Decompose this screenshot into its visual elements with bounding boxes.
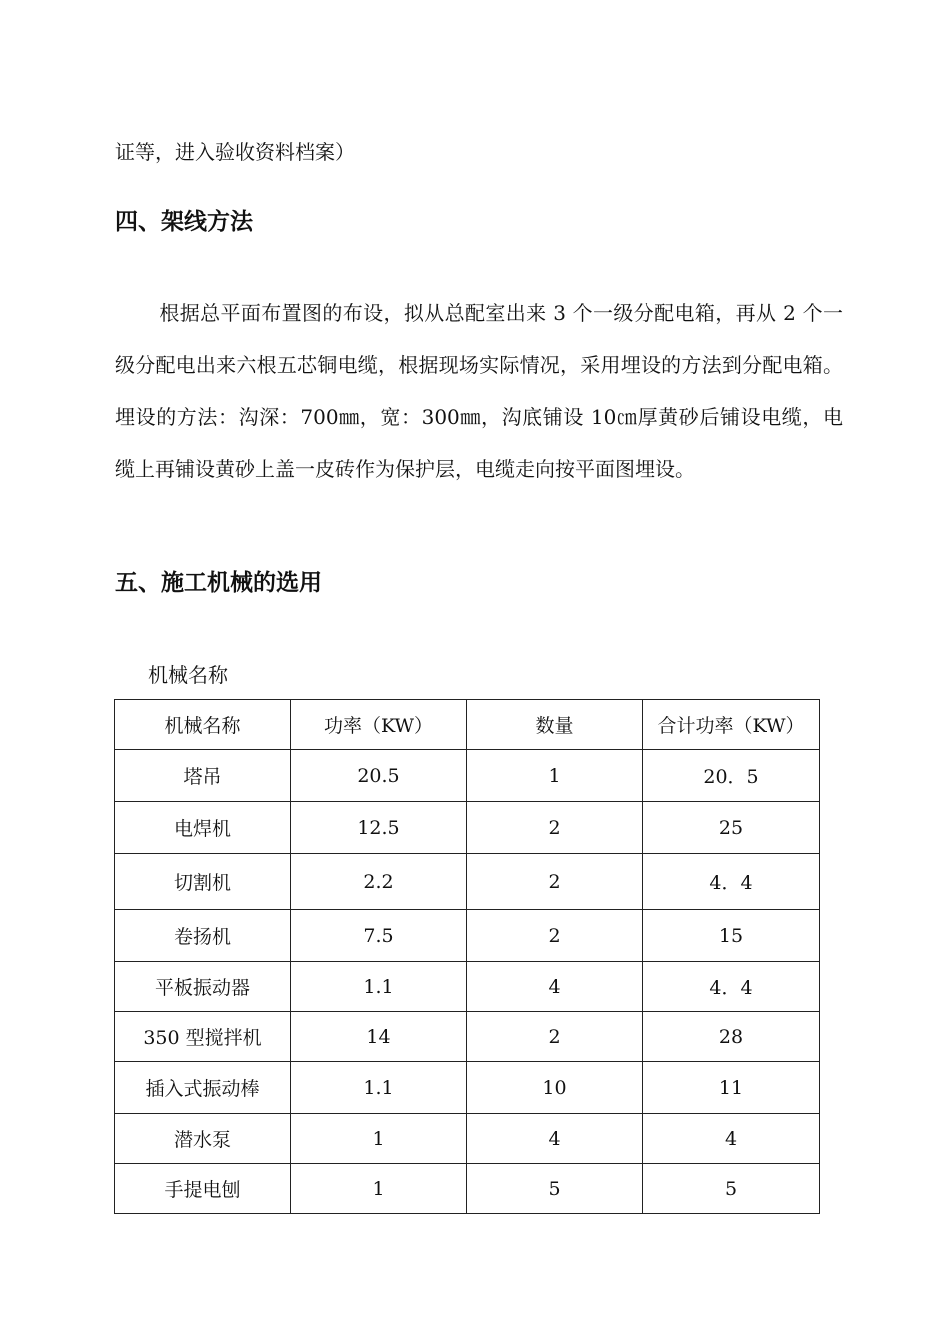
cell-quantity: 5 [467,1164,643,1214]
header-machine-name: 机械名称 [115,700,291,750]
table-row [115,854,820,910]
cell-total-power: 4 [643,1114,820,1164]
header-power: 功率（KW） [291,700,467,750]
section-4-paragraph-text: 根据总平面布置图的布设，拟从总配室出来 3 个一级分配电箱，再从 2 个一级分配电出来六根五芯铜电缆，根据现场实际情况，采用埋设的方法到分配电箱。埋设的方法：沟深：700㎜，宽：300㎜，沟底铺设 10㎝厚黄砂后铺设电缆，电缆上再铺设黄砂上盖一皮砖作为保护层，电缆走向按平面图埋设。 [115,301,843,481]
cell-power: 12.5 [291,802,467,854]
cell-total-power: 4．4 [643,962,820,1012]
table-row [115,802,820,854]
cell-power: 1.1 [291,1062,467,1114]
cell-quantity: 2 [467,802,643,854]
cell-power: 7.5 [291,910,467,962]
continuation-line: 证等，进入验收资料档案） [115,140,355,164]
cell-machine-name: 插入式振动棒 [115,1062,291,1114]
cell-power: 1 [291,1114,467,1164]
cell-machine-name: 卷扬机 [115,910,291,962]
cell-quantity: 2 [467,1012,643,1062]
cell-machine-name: 350 型搅拌机 [115,1012,291,1062]
table-row [115,1062,820,1114]
cell-quantity: 1 [467,750,643,802]
cell-quantity: 2 [467,910,643,962]
cell-total-power: 5 [643,1164,820,1214]
cell-total-power: 4．4 [643,854,820,910]
cell-machine-name: 切割机 [115,854,291,910]
table-row [115,1114,820,1164]
cell-total-power: 11 [643,1062,820,1114]
cell-machine-name: 平板振动器 [115,962,291,1012]
table-caption: 机械名称 [148,663,228,687]
table-row [115,1012,820,1062]
table-row [115,750,820,802]
table-row [115,1164,820,1214]
table-row [115,962,820,1012]
section-5-heading: 五、施工机械的选用 [115,570,322,596]
cell-quantity: 10 [467,1062,643,1114]
header-quantity: 数量 [467,700,643,750]
cell-quantity: 4 [467,962,643,1012]
cell-machine-name: 电焊机 [115,802,291,854]
cell-power: 20.5 [291,750,467,802]
section-4-heading: 四、架线方法 [115,209,253,235]
cell-machine-name: 潜水泵 [115,1114,291,1164]
cell-quantity: 2 [467,854,643,910]
table-row [115,910,820,962]
cell-total-power: 15 [643,910,820,962]
cell-power: 1 [291,1164,467,1214]
cell-power: 14 [291,1012,467,1062]
cell-total-power: 25 [643,802,820,854]
cell-power: 2.2 [291,854,467,910]
cell-machine-name: 塔吊 [115,750,291,802]
cell-total-power: 28 [643,1012,820,1062]
cell-quantity: 4 [467,1114,643,1164]
header-total-power: 合计功率（KW） [643,700,820,750]
cell-machine-name: 手提电刨 [115,1164,291,1214]
machinery-table [114,699,820,1214]
section-4-paragraph [115,287,843,495]
table-header-row [115,700,820,750]
cell-total-power: 20．5 [643,750,820,802]
cell-power: 1.1 [291,962,467,1012]
